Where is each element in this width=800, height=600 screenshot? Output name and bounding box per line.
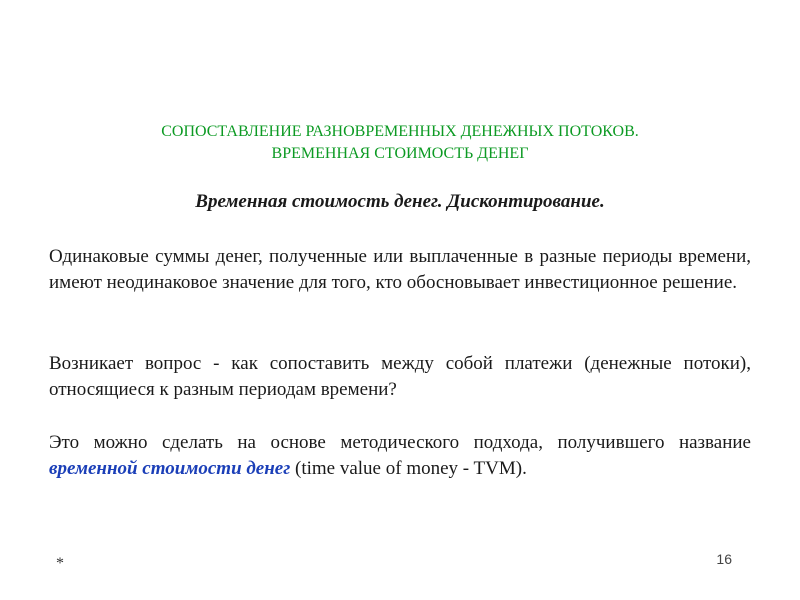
slide-subtitle: Временная стоимость денег. Дисконтирование. bbox=[195, 191, 605, 212]
slide-title bbox=[60, 121, 740, 165]
paragraph-2: Возникает вопрос - как сопоставить между собой платежи (денежные потоки), относящиеся к разным периодам времени? bbox=[49, 353, 751, 400]
paragraph-3-text-after: (time value of money - TVM). bbox=[290, 458, 527, 479]
paragraph-3-emphasis: временной стоимости денег bbox=[49, 458, 291, 479]
paragraph-1: Одинаковые суммы денег, полученные или выплаченные в разные периоды времени, имеют неодинаковое значение для того, кто обосновывает инвестиционное решение. bbox=[49, 246, 751, 293]
paragraph-3-text-before: Это можно сделать на основе методического подхода, получившего название bbox=[49, 432, 751, 453]
paragraph-3 bbox=[49, 430, 751, 482]
title-line-1: СОПОСТАВЛЕНИЕ РАЗНОВРЕМЕННЫХ ДЕНЕЖНЫХ ПОТОКОВ. bbox=[161, 123, 639, 140]
footer-asterisk: * bbox=[56, 555, 64, 572]
title-line-2: ВРЕМЕННАЯ СТОИМОСТЬ ДЕНЕГ bbox=[271, 145, 529, 162]
page-number: 16 bbox=[716, 551, 732, 567]
